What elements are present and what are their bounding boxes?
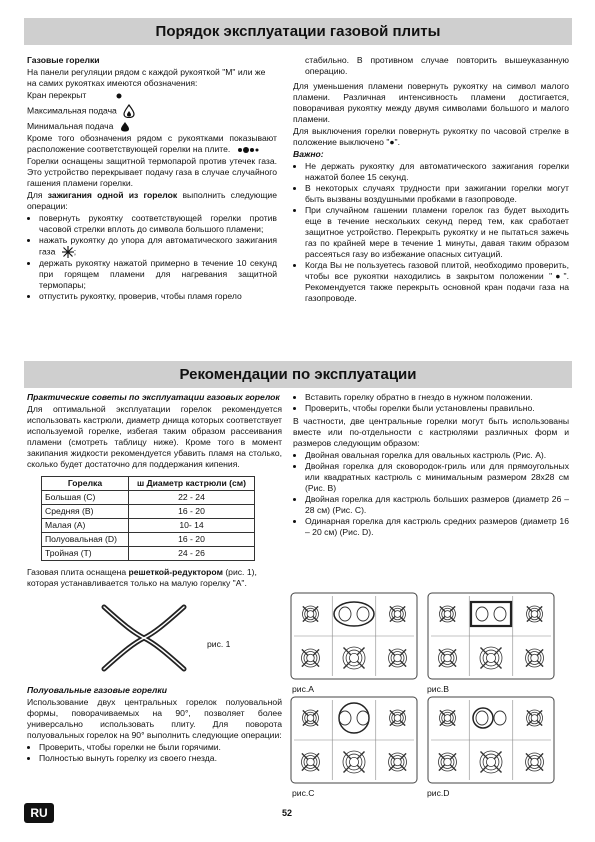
important-list [293, 161, 569, 304]
list-item: • Двойная овальная горелка для овальных кастрюль (Рис. А). [305, 450, 569, 461]
list-item: • Проверить, чтобы горелки были установлены правильно. [305, 403, 569, 414]
section1-right-column [293, 55, 569, 304]
table-cell: Тройная (Т) [42, 547, 129, 561]
figure-d-label: рис.D [427, 788, 450, 798]
table-cell: Большая (С) [42, 491, 129, 505]
symbol-max-label: Максимальная подача [27, 105, 117, 116]
ignition-intro-a: Для [27, 190, 43, 201]
reducer-text-c: (рис. 1), которая устанавливается только на малую горелку "А". [27, 567, 257, 588]
hob-figure-a [290, 592, 418, 680]
table-header-row [42, 477, 255, 491]
turn-off-text: Для выключения горелки повернуть рукоятку по часовой стрелке в положение выключено "●". [293, 126, 569, 147]
spark-icon [62, 246, 74, 258]
burner-position-icon [237, 146, 259, 154]
table-header-burner: Горелка [42, 477, 129, 491]
language-badge: RU [24, 803, 54, 823]
small-flame-icon [120, 121, 130, 132]
reducer-grid-icon [89, 595, 199, 681]
symbol-off-row [27, 90, 277, 101]
semi-oval-text: Использование двух центральных горелок полуовальной формы, поворачиваемых на 90°, позволяет более универсально использовать плиту. Для поворота полуовальных горелок на 90° выполнить следующие операции: [27, 697, 282, 740]
burner-position-label: Кроме того обозначения рядом с рукоятками показывают расположение соответствующей горелки на плите. [27, 133, 277, 155]
rotation-steps-list [293, 392, 569, 414]
figure-1-area [27, 595, 282, 683]
list-item: • Не держать рукоятку для автоматического зажигания горелки нажатой более 15 секунд. [305, 161, 569, 183]
heading-gas-burners: Газовые горелки [27, 55, 100, 65]
symbol-max-row [27, 104, 277, 118]
table-row [42, 505, 255, 519]
list-item: • нажать рукоятку до упора для автоматического зажигания газа ; [39, 235, 277, 258]
heading-semi-oval: Полуовальные газовые горелки [27, 685, 167, 695]
table-row [42, 491, 255, 505]
table-row [42, 533, 255, 547]
table-cell: 16 - 20 [129, 505, 255, 519]
important-label: Важно: [293, 149, 324, 159]
list-item: • повернуть рукоятку соответствующей горелки против часовой стрелки вплоть до символа большого пламени; [39, 213, 277, 235]
figure-1-label: рис. 1 [207, 639, 231, 649]
practical-tips-text: Для оптимальной эксплуатации горелок рекомендуется использовать кастрюли, диаметр днища которых соответствует используемой горелке, избегая таким образом рассеивания пламени (смотреть таблицу ниже). Кроме того в момент закипания жидкости рекомендуется убавить пламя на столько, сколько будет достаточно для поддержания кипения. [27, 404, 282, 469]
reducer-text-a: Газовая плита оснащена [27, 567, 127, 577]
semi-oval-steps-list [27, 742, 282, 764]
section2-right-column [293, 392, 569, 538]
table-row [42, 519, 255, 533]
list-item: • При случайном гашении пламени горелок газ будет выходить еще в течение нескольких секунд перед тем, как сработает защитное устройство. Перекрыть рукоятку и не пытаться зажечь газ по крайней мере в течение 1 минуты, давая таким образом рассеяться газу во избежание опасных ситуаций. [305, 205, 569, 260]
list-item: • Вставить горелку обратно в гнездо в нужном положении. [305, 392, 569, 403]
list-item: • Двойная горелка для кастрюль больших размеров (диаметр 26 – 28 см) (Рис. С). [305, 494, 569, 516]
hob-figure-b [427, 592, 555, 680]
table-cell: Полуовальная (D) [42, 533, 129, 547]
off-dot-icon [115, 92, 123, 100]
reducer-text-b: решеткой-редуктором [128, 567, 223, 577]
figure-a-label: рис.A [292, 684, 314, 694]
section1-left-column [27, 55, 277, 302]
table-cell: Средняя (В) [42, 505, 129, 519]
list-item: • держать рукоятку нажатой примерно в течение 10 секунд при горящем пламени для нагревания защитной термопары; [39, 258, 277, 291]
table-header-diameter: ш Диаметр кастрюли (см) [129, 477, 255, 491]
reducer-grid-text [27, 567, 282, 589]
section2-left-column [27, 392, 282, 764]
table-cell: 16 - 20 [129, 533, 255, 547]
list-item: • В некоторых случаях трудности при зажигании горелки могут быть вызваны воздушными пробками в газопроводе. [305, 183, 569, 205]
table-cell: 10- 14 [129, 519, 255, 533]
ignition-steps-list [27, 213, 277, 302]
heading-practical-tips: Практические советы по эксплуатации газовых горелок [27, 392, 280, 402]
list-item: • Когда Вы не пользуетесь газовой плитой, необходимо проверить, чтобы все рукоятки находились в закрытом положении "●". Рекомендуется также перекрыть основной кран подачи газа на газопроводе. [305, 260, 569, 304]
list-item: • Одинарная горелка для кастрюль средних размеров (диаметр 16 – 20 см) (Рис. D). [305, 516, 569, 538]
ignition-intro [27, 190, 277, 212]
symbol-min-label: Минимальная подача [27, 121, 114, 131]
figure-c-label: рис.C [292, 788, 315, 798]
reduce-flame-text: Для уменьшения пламени повернуть рукоятку на символ малого пламени. Различная интенсивность пламени достигается, поворачивая рукоятку между двумя символами большого и малого пламени. [293, 81, 569, 124]
burner-modes-list [293, 450, 569, 538]
symbol-off-label: Кран перекрыт [27, 90, 87, 100]
ignition-intro-c: выполнить следующие операции: [27, 190, 277, 212]
burner-position-text [27, 133, 277, 155]
table-cell: 24 - 26 [129, 547, 255, 561]
table-cell: 22 - 24 [129, 491, 255, 505]
list-item-text: нажать рукоятку до упора для автоматического зажигания газа [39, 235, 277, 257]
list-item: • Проверить, чтобы горелки не были горячими. [39, 742, 282, 753]
intro-text: На панели регуляции рядом с каждой рукояткой "М" или же на самих рукоятках имеются обозначения: [27, 67, 266, 88]
pan-diameter-table [41, 476, 255, 561]
ignition-intro-b: зажигания одной из горелок [47, 190, 178, 201]
page-number: 52 [282, 808, 293, 818]
figure-b-label: рис.B [427, 684, 449, 694]
stable-text: стабильно. В противном случае повторить вышеуказанную операцию. [305, 55, 569, 76]
hob-figure-d [427, 696, 555, 784]
hob-figure-c [290, 696, 418, 784]
list-item: • Двойная горелка для сковородок-гриль или для прямоугольных или квадратных кастрюль с минимальным размером 28x28 см (Рис. В) [305, 461, 569, 494]
symbol-min-row [27, 121, 277, 132]
large-flame-icon [123, 104, 135, 118]
central-burners-text: В частности, две центральные горелки могут быть использованы вместе или по-отдельности с кастрюлями различных форм и размеров следующим образом: [293, 416, 569, 448]
section-title-recommendations: Рекомендации по эксплуатации [24, 361, 572, 388]
section-title-operation: Порядок эксплуатации газовой плиты [24, 18, 572, 45]
table-row [42, 547, 255, 561]
table-cell: Малая (А) [42, 519, 129, 533]
list-item: • Полностью вынуть горелку из своего гнезда. [39, 753, 282, 764]
list-item: • отпустить рукоятку, проверив, чтобы пламя горело [39, 291, 277, 302]
thermocouple-text: Горелки оснащены защитной термопарой против утечек газа. Это устройство перекрывает подачу газа в случае случайного гашения пламени горелки. [27, 156, 277, 189]
